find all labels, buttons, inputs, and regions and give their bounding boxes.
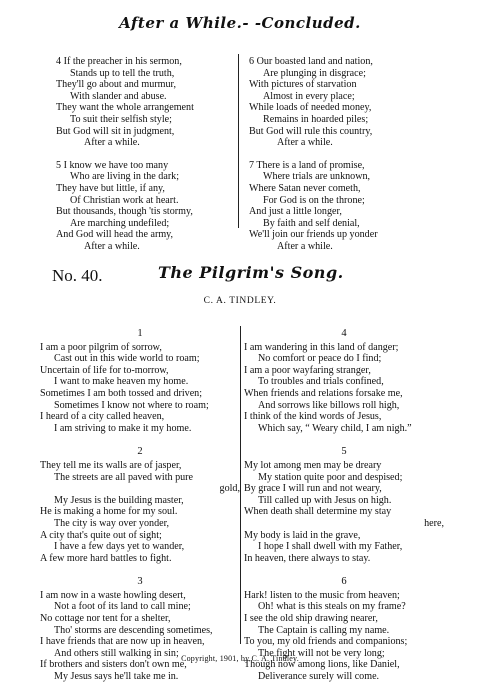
verse-number: 2	[137, 446, 143, 458]
verse-line: By grace I will run and not weary,	[244, 483, 382, 495]
stanza-line: They'll go about and murmur,	[56, 79, 176, 91]
verse-line: A city that's quite out of sight;	[40, 529, 162, 541]
verse-line: Though now among lions, like Daniel,	[244, 659, 400, 671]
stanza-line: Almost in every place;	[263, 90, 355, 102]
verse-line: Sometimes I know not where to roam;	[54, 399, 209, 411]
stanza-line: Are plunging in disgrace;	[263, 67, 366, 79]
verse-line: I have friends that are now up in heaven,	[40, 636, 205, 648]
verse-line: I am now in a waste howling desert,	[40, 589, 186, 601]
verse-line: I want to make heaven my home.	[54, 376, 189, 388]
stanza-line: To suit their selfish style;	[70, 113, 172, 125]
verse-number: 4	[341, 328, 347, 339]
stanza-line: But God will rule this country,	[249, 125, 373, 137]
verse-line: My body is laid in the grave,	[244, 529, 361, 541]
verse-line: I am striving to make it my home.	[54, 422, 192, 434]
column-divider-top	[238, 54, 239, 228]
stanza	[249, 160, 439, 253]
verse-line: The Captain is calling my name.	[258, 624, 390, 636]
stanza-line: Of Christian work at heart.	[70, 194, 179, 206]
verse-line: In heaven, there always to stay.	[244, 552, 371, 564]
stanza-line: With pictures of starvation	[249, 79, 357, 91]
verse-line: Cast out in this wide world to roam;	[54, 353, 200, 365]
verse-line: No comfort or peace do I find;	[258, 353, 382, 365]
verse-line: And sorrows like billows roll high,	[258, 399, 400, 411]
verse-line: I see the old ship drawing nearer,	[244, 613, 378, 625]
stanza-line: 6 Our boasted land and nation,	[249, 56, 373, 67]
stanza	[56, 160, 236, 253]
verse-line: Uncertain of life for to-morrow,	[40, 364, 169, 376]
verse-line: If brothers and sisters don't own me,	[40, 659, 187, 671]
stanza-number: 4	[56, 56, 64, 67]
verses-left-column	[40, 328, 240, 683]
verses-right-column	[244, 328, 444, 683]
stanza-line: With slander and abuse.	[70, 90, 167, 102]
stanza-line: For God is on the throne;	[263, 194, 365, 206]
stanza-line: Remains in hoarded piles;	[263, 113, 369, 125]
verse-number: 5	[341, 446, 347, 458]
verse-line: They tell me its walls are of jasper,	[40, 459, 182, 471]
verse-line: A few more hard battles to fight.	[40, 552, 172, 564]
stanza-line: 7 There is a land of promise,	[249, 159, 365, 171]
verse-line: I hope I shall dwell with my Father,	[258, 541, 403, 553]
song-number: No. 40.	[52, 266, 103, 285]
verse-line: here,	[424, 517, 444, 529]
verse-line: To troubles and trials confined,	[258, 376, 384, 388]
verse	[244, 590, 444, 683]
stanza-line: After a while.	[277, 240, 333, 252]
verse-number: 1	[137, 328, 143, 339]
verse-line: gold,	[219, 483, 240, 495]
stanza-line: And God will head the army,	[56, 229, 174, 241]
stanza-line: By faith and self denial,	[263, 217, 360, 229]
verse-line: I am a poor pilgrim of sorrow,	[40, 341, 162, 353]
stanza-line: Are marching undefiled;	[70, 217, 170, 229]
verse-line: Sometimes I am both tossed and driven;	[40, 387, 203, 399]
stanza-line: After a while.	[277, 137, 333, 149]
stanza-line: They want the whole arrangement	[56, 102, 194, 114]
concluded-header: After a While.- -Concluded.	[119, 14, 361, 32]
verse-line: Which say, “ Weary child, I am nigh.”	[258, 422, 412, 434]
verse-line: When death shall determine my stay	[244, 506, 392, 518]
verse	[40, 460, 240, 564]
verse-line: Tho' storms are descending sometimes,	[54, 624, 213, 636]
verse-line: To you, my old friends and companions;	[244, 636, 408, 648]
concluded-right-column	[249, 56, 439, 264]
verse-line: Not a foot of its land to call mine;	[54, 601, 191, 613]
verse-line: I think of the kind words of Jesus,	[244, 411, 382, 423]
concluded-left-column	[56, 56, 236, 264]
verse-line: The streets are all paved with pure	[54, 471, 194, 483]
stanza-line: Who are living in the dark;	[70, 171, 180, 183]
stanza-line: They have but little, if any,	[56, 182, 165, 194]
verse-line: Deliverance surely will come.	[258, 671, 380, 683]
stanza-number: 5	[56, 159, 64, 171]
stanza-line: And just a little longer,	[249, 206, 342, 218]
verse-line: When friends and relations forsake me,	[244, 387, 403, 399]
verse-line: I am wandering in this land of danger;	[244, 341, 399, 353]
stanza-line: But thousands, though 'tis stormy,	[56, 206, 193, 218]
verse-line: My Jesus is the building master,	[54, 494, 184, 506]
verse-line: My station quite poor and despised;	[258, 471, 403, 483]
verse-line: Hark! listen to the music from heaven;	[244, 589, 400, 601]
stanza-line: After a while.	[84, 137, 140, 149]
verse-line: I have a few days yet to wander,	[54, 541, 185, 553]
verse-line: And others still walking in sin;	[54, 647, 179, 659]
verse-line: The fight will not be very long;	[258, 647, 385, 659]
verse-number: 6	[341, 576, 347, 588]
stanza	[56, 56, 236, 149]
verse-line: My lot among men may be dreary	[244, 459, 382, 471]
stanza-number: 6	[249, 56, 257, 67]
stanza-line: While loads of needed money,	[249, 102, 372, 114]
verse	[244, 342, 444, 435]
verse	[40, 342, 240, 435]
verse-line: He is making a home for my soul.	[40, 506, 178, 518]
verse-line: My Jesus says he'll take me in.	[54, 671, 179, 683]
verse-line: Till called up with Jesus on high.	[258, 494, 392, 506]
stanza-line: Stands up to tell the truth,	[70, 67, 175, 79]
stanza-line: After a while.	[84, 240, 140, 252]
stanza-number: 7	[249, 159, 257, 171]
verse-number: 3	[137, 576, 143, 588]
column-divider-main	[240, 326, 241, 644]
song-author: C. A. TINDLEY.	[203, 296, 277, 306]
stanza-line: 5 I know we have too many	[56, 159, 169, 171]
copyright-footer: Copyright, 1901, by C. A. Tindley.	[181, 654, 299, 663]
verse-line: No cottage nor tent for a shelter,	[40, 613, 171, 625]
stanza-line: Where trials are unknown,	[263, 171, 371, 183]
stanza	[249, 56, 439, 149]
stanza-line: Where Satan never cometh,	[249, 182, 361, 194]
stanza-line: But God will sit in judgment,	[56, 125, 175, 137]
verse-line: I am a poor wayfaring stranger,	[244, 364, 371, 376]
song-title: The Pilgrim's Song.	[158, 263, 344, 282]
verse-line: Oh! what is this steals on my frame?	[258, 601, 406, 613]
verse	[40, 590, 240, 683]
stanza-line: 4 If the preacher in his sermon,	[56, 56, 182, 67]
verse-line: The city is way over yonder,	[54, 517, 170, 529]
stanza-line: We'll join our friends up yonder	[249, 229, 378, 241]
verse-line: I heard of a city called heaven,	[40, 411, 165, 423]
verse	[244, 460, 444, 564]
